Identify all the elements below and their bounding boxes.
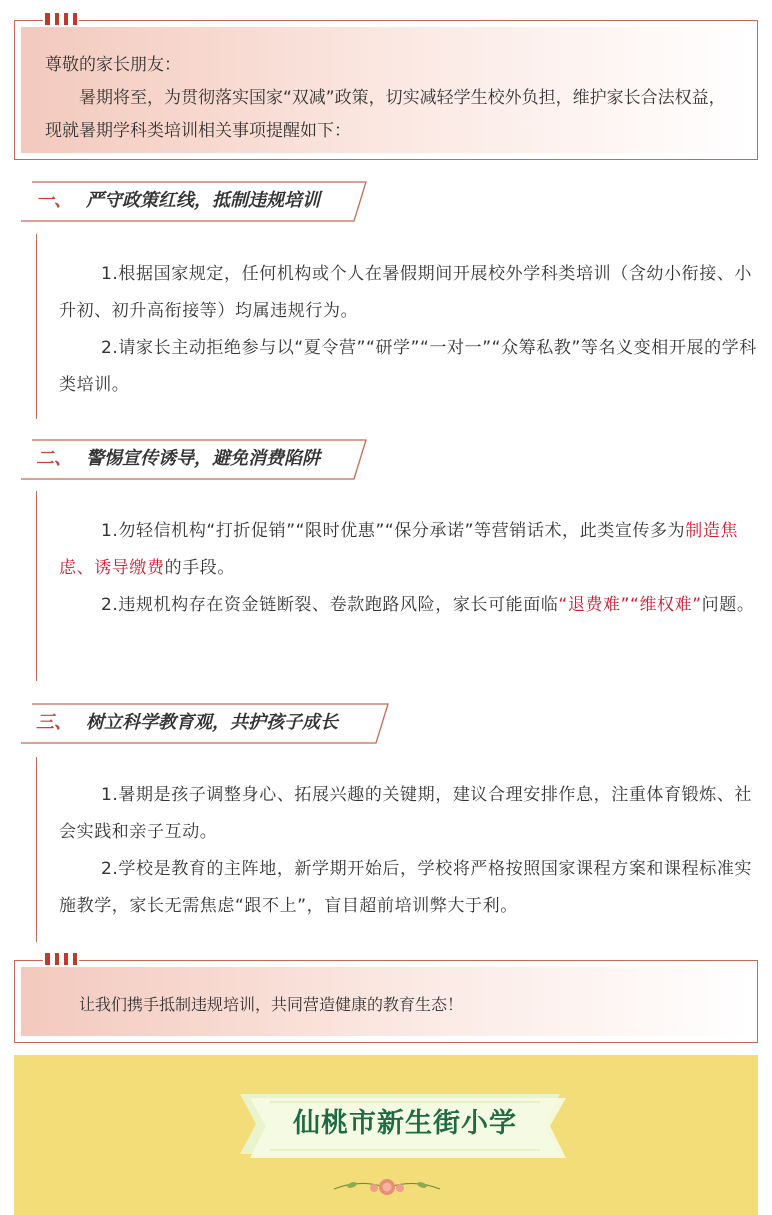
school-name-ribbon bbox=[240, 1088, 570, 1160]
section-2-title-text: 警惕宣传诱导，避免消费陷阱 bbox=[86, 448, 320, 469]
box-dash-decoration bbox=[43, 13, 79, 25]
section-1-number: 一、 bbox=[36, 190, 72, 211]
section-2-item-1: 1.勿轻信机构“打折促销”“限时优惠”“保分承诺”等营销话术，此类宣传多为制造焦虑、诱导缴费的手段。 bbox=[59, 521, 739, 578]
section-1-title bbox=[36, 181, 320, 221]
intro-box bbox=[14, 20, 758, 160]
section-2-item-2: 2.违规机构存在资金链断裂、卷款跑路风险，家长可能面临“退费难”“维权难”问题。 bbox=[101, 595, 755, 615]
section-3-number: 三、 bbox=[36, 712, 72, 733]
section-3-body bbox=[36, 757, 767, 942]
section-1-item-2: 2.请家长主动拒绝参与以“夏令营”“研学”“一对一”“众筹私教”等名义变相开展的学科类培训。 bbox=[59, 338, 757, 395]
section-3-title-text: 树立科学教育观，共护孩子成长 bbox=[86, 712, 338, 733]
intro-greeting: 尊敬的家长朋友： bbox=[45, 55, 181, 75]
closing-text: 让我们携手抵制违规培训，共同营造健康的教育生态！ bbox=[79, 995, 464, 1014]
section-2-item-1-highlight: 制造焦虑、诱导缴费 bbox=[59, 521, 739, 578]
school-name: 仙桃市新生街小学 bbox=[293, 1108, 517, 1139]
section-1-body bbox=[36, 234, 767, 419]
box-dash-decoration bbox=[43, 953, 79, 965]
section-1-item-1: 1.根据国家规定，任何机构或个人在暑假期间开展校外学科类培训（含幼小衔接、小升初、初升高衔接等）均属违规行为。 bbox=[59, 264, 753, 321]
section-3-header bbox=[20, 703, 388, 741]
flower-ornament-icon bbox=[330, 1175, 444, 1199]
closing-box bbox=[14, 960, 758, 1043]
intro-body: 暑期将至，为贯彻落实国家“双减”政策，切实减轻学生校外负担，维护家长合法权益，现就暑期学科类培训相关事项提醒如下： bbox=[45, 88, 726, 141]
intro-text bbox=[45, 49, 735, 148]
section-3-title bbox=[36, 703, 338, 743]
section-2-number: 二、 bbox=[36, 448, 72, 469]
section-2-header bbox=[20, 439, 366, 477]
section-2-title bbox=[36, 439, 320, 479]
school-banner bbox=[14, 1055, 758, 1215]
section-1-header bbox=[20, 181, 368, 219]
section-3-item-2: 2.学校是教育的主阵地，新学期开始后，学校将严格按照国家课程方案和课程标准实施教学，家长无需焦虑“跟不上”，盲目超前培训弊大于利。 bbox=[59, 859, 753, 916]
section-2-item-2-highlight: “退费难”“维权难” bbox=[558, 595, 702, 615]
section-1-title-text: 严守政策红线，抵制违规培训 bbox=[86, 190, 320, 211]
section-2-body bbox=[36, 491, 767, 681]
section-3-item-1: 1.暑期是孩子调整身心、拓展兴趣的关键期，建议合理安排作息，注重体育锻炼、社会实践和亲子互动。 bbox=[59, 785, 753, 842]
